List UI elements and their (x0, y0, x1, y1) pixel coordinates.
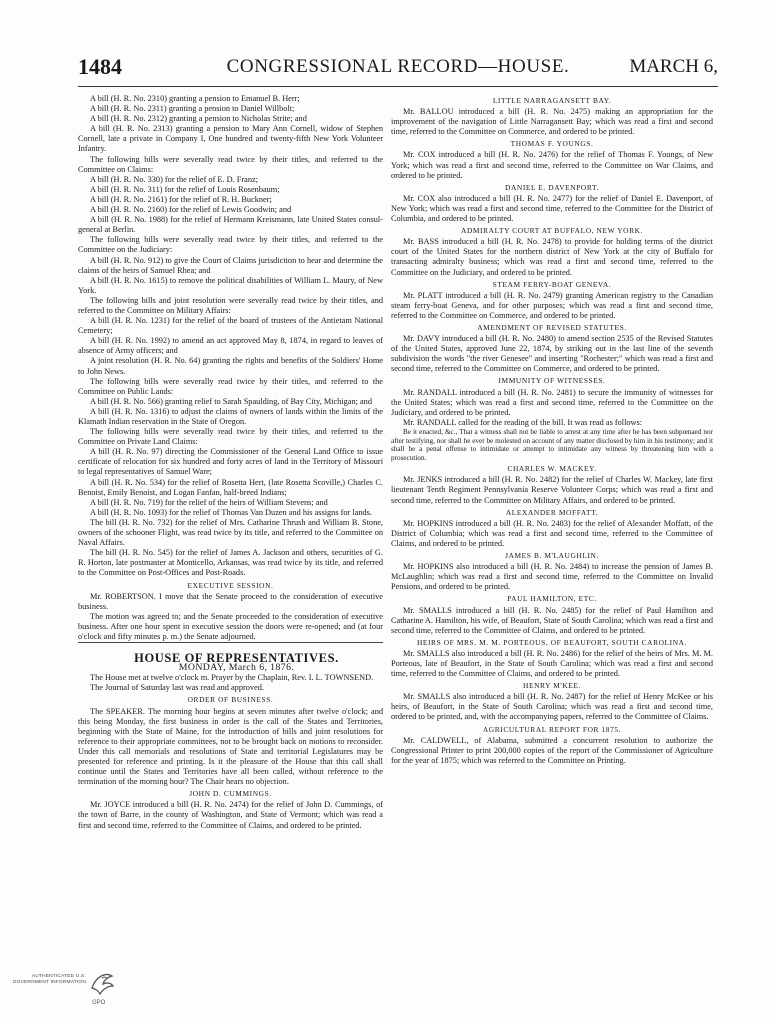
section-heading: LITTLE NARRAGANSETT BAY. (492, 96, 612, 105)
paragraph: Mr. BALLOU introduced a bill (H. R. No. 2475) making an appropriation for the improvement of the navigation of Little Narragansett Bay; which was read a first and second time, referred to the Committee on Commerce, and ordered to be printed. (391, 107, 713, 137)
section-heading: AMENDMENT OF REVISED STATUTES. (477, 322, 627, 332)
paragraph: The House met at twelve o'clock m. Prayer by the Chaplain, Rev. I. L. TOWNSEND. (90, 673, 374, 683)
paragraph: A bill (H. R. No. 2311) granting a pension to Daniel Willbolt; (90, 104, 295, 114)
bill-text: Be it enacted, &c., That a witness shall not be liable to arrest at any time after he has been subpœnaed nor after testifying, nor shall he ever be molested on account of any matter disclosed by him in his testimony; and it shall be a penal offense to intimidate or attempt to intimidate any witness by threatening him with a prosecution. (391, 427, 713, 462)
paragraph: Mr. CALDWELL, of Alabama, submitted a concurrent resolution to authorize the Congressional Printer to print 200,000 copies of the report of the Commissioner of Agriculture for the year of 1875; which was referred to the Committee on Printing. (391, 735, 713, 765)
paragraph: Mr. PLATT introduced a bill (H. R. No. 2479) granting American registry to the Canadian steam ferry-boat Geneva, and for other purposes; which was read a first and second time, referred to the Committee on Commerce, and ordered to be printed. (391, 290, 713, 320)
paragraph: The following bills were severally read twice by their titles, and referred to the Committee on Public Lands: (78, 376, 383, 396)
page-title: CONGRESSIONAL RECORD—HOUSE. (226, 56, 570, 77)
house-heading: HOUSE OF REPRESENTATIVES. (78, 642, 383, 663)
paragraph: A bill (H. R. No. 2312) granting a pension to Nicholas Strite; and (90, 114, 307, 124)
paragraph: A bill (H. R. No. 2310) granting a pension to Emanuel B. Herr; (90, 94, 300, 103)
paragraph: Mr. JOYCE introduced a bill (H. R. No. 2474) for the relief of John D. Cummings, of the town of Barre, in the county of Washington, and State of Vermont; which was read a first and second time, referred to the Committee of Claims, and ordered to be printed. (78, 800, 383, 830)
paragraph: A bill (H. R. No. 1316) to adjust the claims of owners of lands within the limits of the Klamath Indian reservation in the State of Oregon. (78, 406, 383, 426)
paragraph: A bill (H. R. No. 2160) for the relief of Lewis Goodwin; and (90, 205, 292, 215)
paragraph: The motion was agreed to; and the Senate proceeded to the consideration of executive business. After one hour spent in executive session the doors were re-opened; and (at four o'clock and fifty minutes p. m.) the Senate adjourned. (78, 611, 383, 641)
section-heading: HEIRS OF MRS. M. M. PORTEOUS, OF BEAUFORT, SOUTH CAROLINA. (416, 637, 688, 647)
page-header (78, 50, 718, 87)
section-heading: CHARLES W. MACKEY. (507, 464, 597, 474)
paragraph: The following bills were severally read twice by their titles, and referred to the Committee on Private Land Claims: (78, 427, 383, 447)
gpo-authentication-seal (12, 968, 122, 1012)
paragraph: The Journal of Saturday last was read and approved. (90, 683, 264, 693)
session-date: MONDAY, March 6, 1876. (178, 662, 295, 674)
paragraph: A bill (H. R. No. 912) to give the Court of Claims jurisdiction to hear and determine the claims of the heirs of Samuel Rhea; and (78, 255, 383, 275)
paragraph: A bill (H. R. No. 1093) for the relief of Thomas Van Duzen and his assigns for lands. (90, 507, 372, 517)
page-number: 1484 (78, 54, 122, 79)
section-heading: THOMAS F. YOUNGS. (510, 139, 594, 149)
section-heading: DANIEL E. DAVENPORT. (505, 182, 599, 192)
paragraph: A bill (H. R. No. 1231) for the relief of the board of trustees of the Antietam National Cemetery; (78, 316, 383, 336)
section-heading: AGRICULTURAL REPORT FOR 1875. (482, 724, 622, 734)
paragraph: Mr. BASS introduced a bill (H. R. No. 2478) to provide for holding terms of the district court of the United States for the northern district of New York at the city of Buffalo for transacting admiralty business; which was read a first and second time, referred to the Committee on the Judiciary, and ordered to be printed. (391, 237, 713, 277)
paragraph: The following bills and joint resolution were severally read twice by their titles, and referred to the Committee on Military Affairs: (78, 295, 383, 315)
gpo-mark: GPO (92, 1000, 106, 1006)
paragraph: Mr. RANDALL introduced a bill (H. R. No. 2481) to secure the immunity of witnesses for the United States; which was read a first and second time, referred to the Committee on the Judiciary, and ordered to be printed. (391, 387, 713, 417)
left-column (78, 94, 383, 831)
paragraph: The following bills were severally read twice by their titles, and referred to the Committee on Claims: (78, 154, 383, 174)
paragraph: A bill (H. R. No. 1615) to remove the political disabilities of William L. Maury, of New York. (78, 275, 383, 295)
section-heading: JOHN D. CUMMINGS. (189, 789, 272, 799)
paragraph: Mr. RANDALL called for the reading of the bill. It was read as follows: (403, 417, 643, 427)
paragraph: A bill (H. R. No. 719) for the relief of the heirs of William Stevens; and (90, 497, 328, 507)
paragraph: The following bills were severally read twice by their titles, and referred to the Committee on the Judiciary: (78, 235, 383, 255)
paragraph: Mr. DAVY introduced a bill (H. R. No. 2480) to amend section 2535 of the Revised Statutes of the United States, approved June 22, 1874, by striking out in the last line of the seventh subdivision the words "the river Genesee" and inserting "Rochester;" which was read a first and second time, referred to the Committee on Commerce, and ordered to be printed. (391, 334, 713, 374)
right-column (391, 94, 713, 766)
section-heading: ADMIRALTY COURT AT BUFFALO, NEW YORK. (461, 226, 643, 236)
section-heading: EXECUTIVE SESSION. (187, 580, 274, 590)
paragraph: A bill (H. R. No. 2161) for the relief of R. H. Buckner; (90, 194, 272, 204)
paragraph: Mr. HOPKINS introduced a bill (H. R. No. 2483) for the relief of Alexander Moffatt, of the District of Columbia; which was read a first and second time, referred to the Committee of Claims, and ordered to be printed. (391, 518, 713, 548)
paragraph: Mr. SMALLS also introduced a bill (H. R. No. 2486) for the relief of the heirs of Mrs. M. M. Porteous, late of Beaufort, in the State of South Carolina; which was read a first and second time, referred to the Committee of Claims, and ordered to be printed. (391, 648, 713, 679)
paragraph: The bill (H. R. No. 732) for the relief of Mrs. Catharine Thrush and William B. Stone, owners of the schooner Flight, was read twice by its title, and referred to the Committee on Naval Affairs. (78, 517, 383, 548)
paragraph: A bill (H. R. No. 311) for the relief of Louis Rosenbaum; (90, 184, 280, 194)
section-heading: HENRY M'KEE. (523, 681, 581, 691)
section-heading: JAMES B. M'LAUGHLIN. (505, 551, 599, 561)
eagle-icon (88, 968, 116, 998)
paragraph: A bill (H. R. No. 2313) granting a pension to Mary Ann Cornell, widow of Stephen Cornell, late a private in Company I, One hundred and twenty-fifth New York Volunteer Infantry. (78, 124, 383, 154)
paragraph: Mr. JENKS introduced a bill (H. R. No. 2482) for the relief of Charles W. Mackey, late first lieutenant Tenth Regiment Pennsylvania Reserve Volunteer Corps; which was read a first and second time, referred to the Committee on Military Affairs, and ordered to be printed. (391, 475, 713, 505)
paragraph: The SPEAKER. The morning hour begins at seven minutes after twelve o'clock; and this being Monday, the first business in order is the call of the States and Territories, beginning with the State of Maine, for the introduction of bills and joint resolutions for reference to their appropriate committees, not to be brought back on motions to reconsider. Under this call memorials and resolutions of State and territorial Legislatures may be presented for reference and printing. Is it the pleasure of the House that this call shall continue until the States and Territories have all been called, without reference to the termination of the morning hour? The Chair hears no objection. (78, 706, 383, 787)
paragraph: A bill (H. R. No. 330) for the relief of E. D. Franz; (90, 174, 258, 184)
paragraph: Mr. HOPKINS also introduced a bill (H. R. No. 2484) to increase the pension of James B. McLaughlin; which was read a first and second time, referred to the Committee on Invalid Pensions, and ordered to be printed. (391, 562, 713, 592)
section-heading: IMMUNITY OF WITNESSES. (498, 376, 606, 386)
section-heading: PAUL HAMILTON, ETC. (507, 594, 597, 604)
paragraph: Mr. COX also introduced a bill (H. R. No. 2477) for the relief of Daniel E. Davenport, of New York; which was read a first and second time, referred to the Committee for the District of Columbia, and ordered to be printed. (391, 193, 713, 224)
paragraph: Mr. SMALLS introduced a bill (H. R. No. 2485) for the relief of Paul Hamilton and Catharine A. Hamilton, his wife, of Beaufort, State of South Carolina; which was read a first and second time, referred to the Committee of Claims, and ordered to be printed. (391, 605, 713, 635)
paragraph: A bill (H. R. No. 1992) to amend an act approved May 8, 1874, in regard to leaves of absence of Army officers; and (78, 336, 383, 356)
section-heading: ORDER OF BUSINESS. (187, 695, 274, 705)
paragraph: A joint resolution (H. R. No. 64) granting the rights and benefits of the Soldiers' Home to John News. (78, 356, 383, 376)
gpo-authentication-text: AUTHENTICATED U.S. GOVERNMENT INFORMATION (12, 974, 86, 985)
paragraph: A bill (H. R. No. 566) granting relief to Sarah Spaulding, of Bay City, Michigan; and (90, 396, 372, 406)
paragraph: A bill (H. R. No. 97) directing the Commissioner of the General Land Office to issue certificate of relocation for six hundred and forty acres of land in the Territory of Missouri to legal representatives of Samuel Ware; (78, 447, 383, 477)
paragraph: A bill (H. R. No. 1988) for the relief of Hermann Kreismann, late United States consul-general at Berlin. (78, 215, 383, 235)
paragraph: Mr. COX introduced a bill (H. R. No. 2476) for the relief of Thomas F. Youngs, of New York; which was read a first and second time, referred to the Committee on War Claims, and ordered to be printed. (391, 150, 713, 180)
paragraph: A bill (H. R. No. 534) for the relief of Rosetta Hert, (late Rosetta Scoville,) Charles C. Benoist, Emily Benoist, and Logan Fanfan, half-breed Indians; (78, 477, 383, 497)
header-date: MARCH 6, (629, 56, 718, 77)
paragraph: Mr. ROBERTSON. I move that the Senate proceed to the consideration of executive business. (78, 591, 383, 611)
section-heading: ALEXANDER MOFFATT. (505, 507, 599, 517)
section-heading: STEAM FERRY-BOAT GENEVA. (492, 279, 612, 289)
paragraph: The bill (H. R. No. 545) for the relief of James A. Jackson and others, securities of G. R. Horton, late postmaster at Monticello, Arkansas, was read twice by its title, and referred to the Committee on Post-Offices and Post-Roads. (78, 548, 383, 578)
paragraph: Mr. SMALLS also introduced a bill (H. R. No. 2487) for the relief of Henry McKee or his heirs, of Beaufort, in the State of South Carolina; which was read a first and second time, ordered to be printed, and, with the accompanying papers, referred to the Committee of Claims. (391, 692, 713, 722)
